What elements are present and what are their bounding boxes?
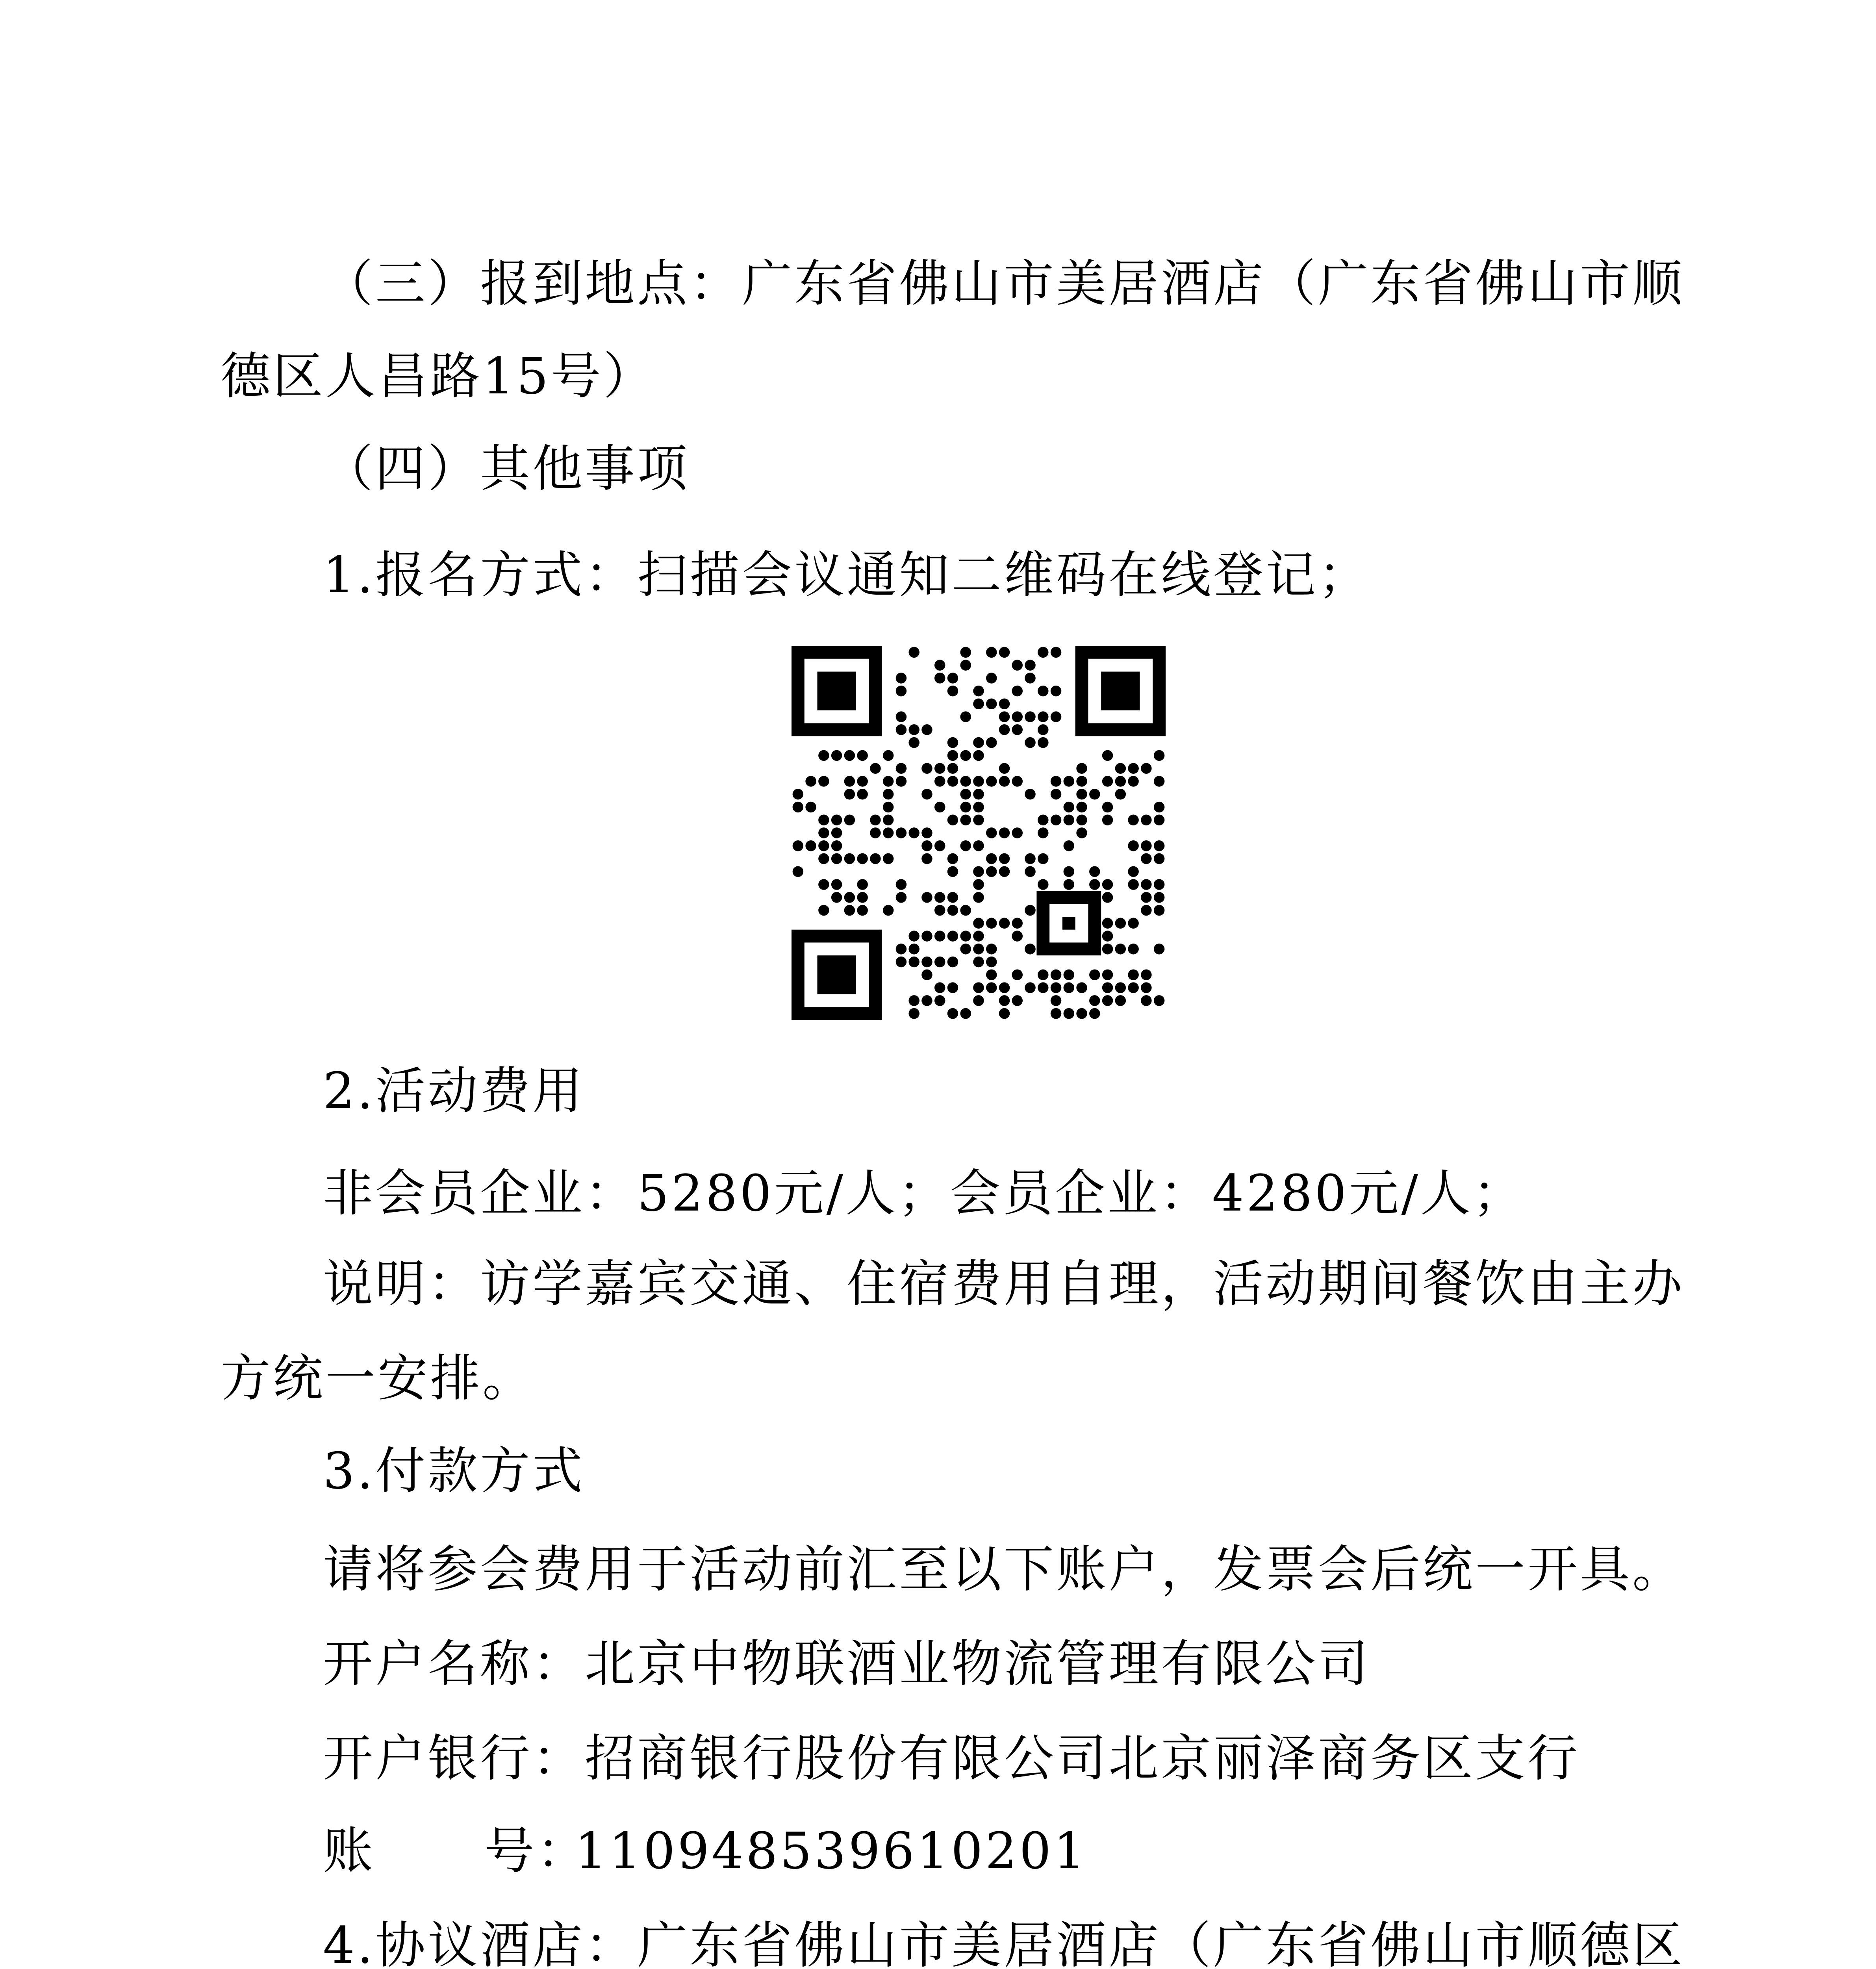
account-bank: 开户银行：招商银行股份有限公司北京丽泽商务区支行 xyxy=(323,1729,1580,1787)
heading-payment-method: 3.付款方式 xyxy=(323,1442,585,1500)
heading-activity-fee: 2.活动费用 xyxy=(323,1062,585,1120)
account-number-label-a: 账 xyxy=(323,1822,376,1880)
section-heading-other-matters: （四）其他事项 xyxy=(323,439,690,498)
paragraph-payment-instruction: 请将参会费用于活动前汇至以下账户，发票会后统一开具。 xyxy=(323,1540,1685,1598)
paragraph-fee-amounts: 非会员企业：5280元/人；会员企业：4280元/人； xyxy=(323,1164,1525,1222)
account-number-label-b: 号： xyxy=(484,1822,589,1880)
paragraph-fee-notes: 说明：访学嘉宾交通、住宿费用自理，活动期间餐饮由主办 xyxy=(323,1255,1685,1313)
paragraph-registration-location: （三）报到地点：广东省佛山市美居酒店（广东省佛山市顺 xyxy=(323,254,1685,313)
account-number-row xyxy=(0,1821,1876,1880)
paragraph-signup-method: 1.报名方式：扫描会议通知二维码在线登记； xyxy=(323,546,1371,604)
paragraph-agreement-hotel: 4.协议酒店：广东省佛山市美居酒店（广东省佛山市顺德区 xyxy=(323,1916,1685,1969)
account-name: 开户名称：北京中物联酒业物流管理有限公司 xyxy=(323,1635,1371,1693)
paragraph-registration-location-cont: 德区人昌路15号） xyxy=(221,347,656,405)
account-number-value: 110948539610201 xyxy=(575,1822,1088,1880)
paragraph-fee-notes-cont: 方统一安排。 xyxy=(221,1349,535,1407)
qr-code-icon xyxy=(792,646,1166,1020)
